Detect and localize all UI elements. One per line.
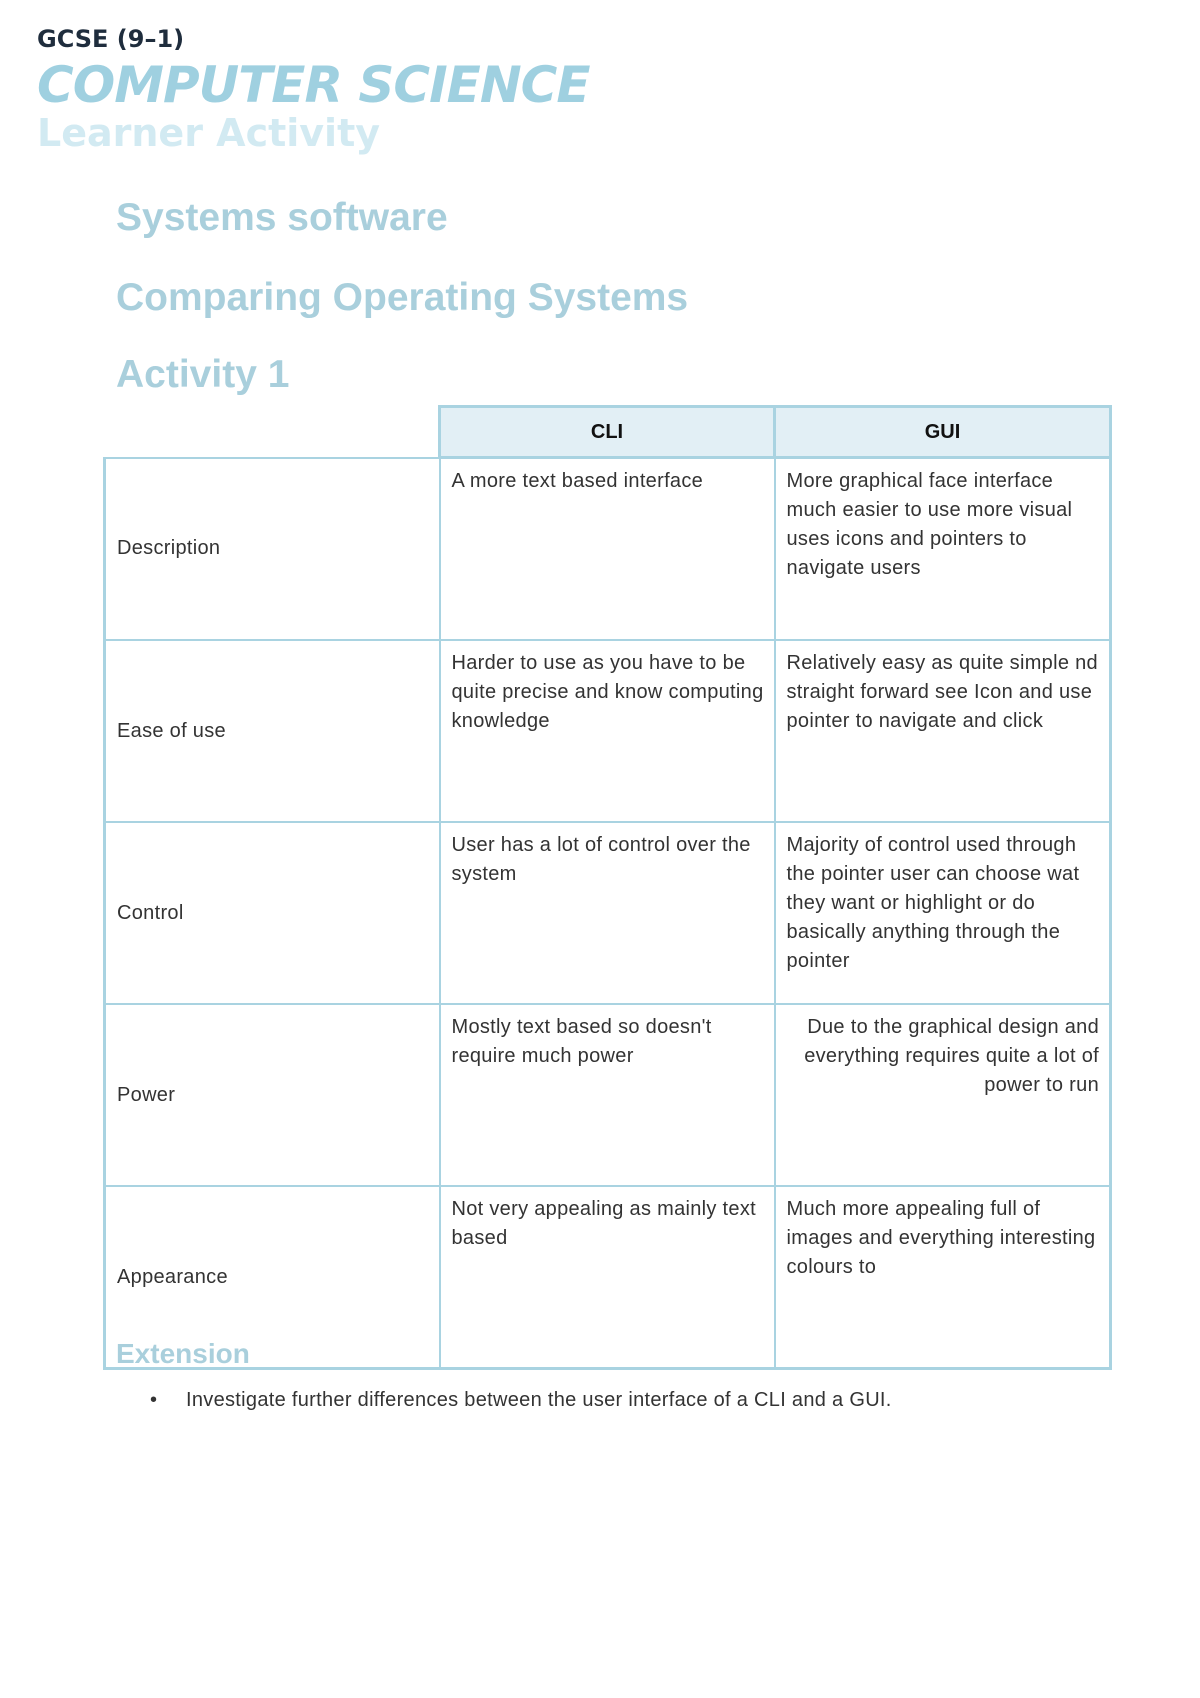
extension-item-text: Investigate further differences between the user interface of a CLI and a GUI. bbox=[186, 1389, 892, 1411]
table-row-power bbox=[105, 1004, 1111, 1186]
gui-cell: More graphical face interface much easier to use more visual uses icons and pointers to navigate users bbox=[775, 458, 1111, 641]
table-header-row bbox=[105, 407, 1111, 458]
row-label: Control bbox=[105, 822, 440, 1004]
row-label: Ease of use bbox=[105, 640, 440, 822]
bullet-icon: • bbox=[150, 1389, 158, 1411]
page-title: Comparing Operating Systems bbox=[116, 276, 689, 319]
table-header-cli: CLI bbox=[440, 407, 775, 458]
row-label: Power bbox=[105, 1004, 440, 1186]
brand-subject-title: COMPUTER SCIENCE bbox=[37, 56, 590, 114]
cli-cell: A more text based interface bbox=[440, 458, 775, 641]
row-label: Appearance bbox=[105, 1186, 440, 1369]
brand-subtitle: Learner Activity bbox=[37, 111, 381, 155]
row-label: Description bbox=[105, 458, 440, 641]
table-row-ease-of-use bbox=[105, 640, 1111, 822]
gui-cell: Majority of control used through the pointer user can choose wat they want or highlight or do basically anything through the pointer bbox=[775, 822, 1111, 1004]
gui-cell: Relatively easy as quite simple nd straight forward see Icon and use pointer to navigate and click bbox=[775, 640, 1111, 822]
table-header-blank bbox=[105, 407, 440, 458]
extension-heading: Extension bbox=[116, 1338, 250, 1369]
table-row-description bbox=[105, 458, 1111, 641]
activity-heading: Activity 1 bbox=[116, 353, 290, 396]
extension-list bbox=[150, 1386, 892, 1414]
cli-cell: Mostly text based so doesn't require much power bbox=[440, 1004, 775, 1186]
gui-cell: Due to the graphical design and everything requires quite a lot of power to run bbox=[775, 1004, 1111, 1186]
table-header-gui: GUI bbox=[775, 407, 1111, 458]
cli-cell: Harder to use as you have to be quite precise and know computing knowledge bbox=[440, 640, 775, 822]
brand-gcse-label: GCSE (9–1) bbox=[37, 25, 185, 53]
brand-logo bbox=[37, 25, 590, 155]
table-row-appearance bbox=[105, 1186, 1111, 1369]
gui-cell: Much more appealing full of images and everything interesting colours to bbox=[775, 1186, 1111, 1369]
cli-cell: User has a lot of control over the system bbox=[440, 822, 775, 1004]
table-row-control bbox=[105, 822, 1111, 1004]
cli-cell: Not very appealing as mainly text based bbox=[440, 1186, 775, 1369]
topic-heading: Systems software bbox=[116, 196, 448, 239]
list-item bbox=[150, 1386, 892, 1414]
comparison-table bbox=[103, 405, 1112, 1370]
